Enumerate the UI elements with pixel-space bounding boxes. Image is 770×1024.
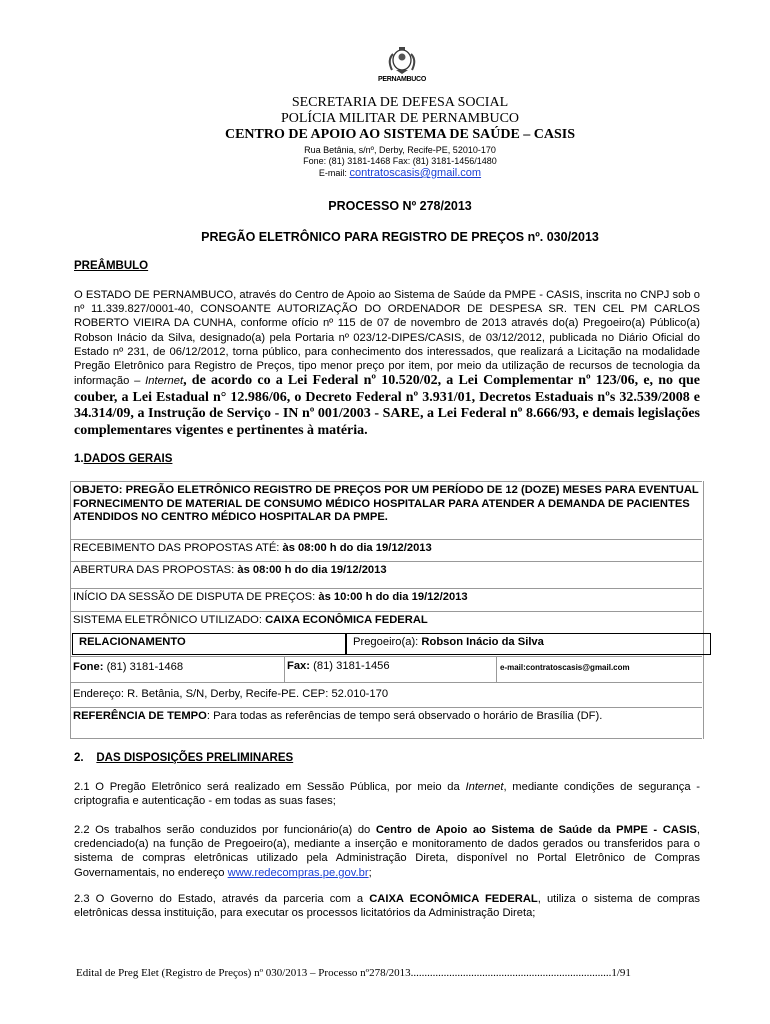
sistema-cell — [70, 611, 702, 633]
header-email-label: E-mail: — [318, 168, 347, 178]
preambulo-internet: Internet — [145, 375, 184, 388]
header-email-link[interactable]: contratoscasis@gmail.com — [349, 167, 482, 179]
fax-label: Fax: — [287, 660, 311, 672]
header-secretaria: SECRETARIA DE DEFESA SOCIAL — [291, 95, 509, 110]
section1-heading — [74, 453, 172, 465]
logo-caption: PERNAMBUCO — [378, 76, 426, 83]
p22-text-b: , credenciado(a) na função de Pregoeiro(a), mediante a inserção e monitoramento de dados gerados ou transferidos para o sistema de compras eletrônicas utilizado pela Administração Direta, disponível no Portal Eletrônico de Compras Governamentais, no endereço — [74, 824, 700, 879]
p23-caixa: CAIXA ECONÔMICA FEDERAL — [369, 893, 538, 905]
fone-value: (81) 3181-1468 — [106, 661, 184, 673]
recebimento-label: RECEBIMENTO DAS PROPOSTAS ATÉ: — [73, 542, 280, 554]
preambulo-text: O ESTADO DE PERNAMBUCO, através do Centro de Apoio ao Sistema de Saúde da PMPE - CASIS, inscrita no CNPJ sob o nº 11.339.827/0001-40, CONSOANTE AUTORIZAÇÃO DO ORDENADOR DE DESPESA SR. TEN CEL PM CARLOS ROBERTO VIEIRA DA CUNHA, conforme ofício nº 115 de 07 de novembro de 2013 através do(a) Pregoeiro(a) Público(a) Robson Inácio da Silva, designado(a) pela Portaria nº 023/12-DIPES/CASIS, de 03/12/2012, publicada no Diário Oficial do Estado nº 231, de 06/12/2012, torna público, para conhecimento dos interessados, que realizará a Licitação na modalidade Pregão Eletrônico para Registro de Preços, tipo menor preço por item, por meio da utilização de recursos de tecnologia da informação – — [74, 289, 700, 388]
referencia-cell — [70, 707, 702, 739]
referencia-text: : Para todas as referências de tempo será observado o horário de Brasília (DF). — [206, 710, 603, 722]
fone-divider — [284, 656, 285, 682]
abertura-label: ABERTURA DAS PROPOSTAS: — [73, 564, 235, 576]
pregoeiro-cell — [346, 633, 711, 655]
paragraph-2-1 — [74, 780, 700, 808]
redecompras-link[interactable]: www.redecompras.pe.gov.br — [227, 866, 369, 879]
p22-text-a: 2.2 Os trabalhos serão conduzidos por funcionário(a) do — [74, 824, 376, 836]
preambulo-heading-text: PREÂMBULO — [74, 260, 149, 272]
preambulo-heading — [74, 260, 148, 272]
p23-text-b: , utiliza o sistema de compras eletrônicas dessa instituição, para executar os processos licitatórios da Administração Direta; — [74, 893, 700, 920]
pernambuco-coat-of-arms-logo — [372, 46, 432, 94]
section2-number: 2. — [74, 752, 84, 764]
header-phone: Fone: (81) 3181-1468 Fax: (81) 3181-1456/1480 — [303, 156, 497, 166]
header-casis: CENTRO DE APOIO AO SISTEMA DE SAÚDE – CASIS — [224, 127, 576, 142]
pregao-title: PREGÃO ELETRÔNICO PARA REGISTRO DE PREÇOS nº. 030/2013 — [201, 230, 599, 244]
paragraph-2-3 — [74, 892, 700, 920]
section2-heading — [74, 752, 293, 764]
p21-text-a: 2.1 O Pregão Eletrônico será realizado em Sessão Pública, por meio da — [74, 781, 466, 793]
p22-text-c: ; — [368, 866, 372, 879]
preambulo-paragraph — [74, 288, 700, 439]
sistema-label: SISTEMA ELETRÔNICO UTILIZADO: — [73, 614, 262, 626]
p21-text-b: , mediante condições de segurança - criptografia e autenticação - em todas as suas fases; — [74, 781, 700, 808]
referencia-label: REFERÊNCIA DE TEMPO — [73, 710, 207, 722]
coat-of-arms-icon — [372, 46, 432, 76]
recebimento-cell — [70, 539, 702, 561]
preambulo-legal-basis: , de acordo co a Lei Federal nº 10.520/02, a Lei Complementar nº 123/06, e, no que couber, a Lei Estadual n° 12.986/06, o Decreto Federal nº 3.931/01, Decretos Estaduais nºs 32.539/2008 e 34.314/09, a Instrução de Serviço - IN nº 001/2003 - SARE, a Lei Federal nº 8.666/93, e demais legislações complementares vigentes e pertinentes à matéria. — [74, 373, 700, 438]
endereco-cell: Endereço: R. Betânia, S/N, Derby, Recife-PE. CEP: 52.010-170 — [70, 682, 702, 707]
fax-value: (81) 3181-1456 — [313, 660, 390, 672]
inicio-cell — [70, 588, 702, 610]
section1-number: 1. — [74, 453, 84, 465]
header-policia: POLÍCIA MILITAR DE PERNAMBUCO — [280, 111, 520, 126]
pregoeiro-label: Pregoeiro(a): — [353, 636, 419, 648]
p21-internet: Internet — [465, 781, 504, 793]
fax-cell — [287, 660, 390, 672]
sistema-value: CAIXA ECONÔMICA FEDERAL — [265, 614, 428, 626]
paragraph-2-2 — [74, 823, 700, 880]
section2-heading-text: DAS DISPOSIÇÕES PRELIMINARES — [96, 752, 294, 764]
relacionamento-cell: RELACIONAMENTO — [72, 633, 346, 655]
recebimento-value: às 08:00 h do dia 19/12/2013 — [282, 542, 432, 554]
header-email-line — [0, 167, 770, 179]
abertura-cell — [70, 561, 702, 583]
fax-divider — [496, 656, 497, 682]
email-cell: e-mail:contratoscasis@gmail.com — [500, 663, 630, 672]
pregoeiro-value: Robson Inácio da Silva — [421, 636, 544, 648]
fone-label: Fone: — [73, 661, 104, 673]
header-address: Rua Betânia, s/nº, Derby, Recife-PE, 52010-170 — [304, 145, 496, 155]
p22-casis: Centro de Apoio ao Sistema de Saúde da PMPE - CASIS — [375, 824, 697, 836]
section1-heading-text: DADOS GERAIS — [83, 453, 173, 465]
abertura-value: às 08:00 h do dia 19/12/2013 — [237, 564, 387, 576]
inicio-value: às 10:00 h do dia 19/12/2013 — [318, 591, 468, 603]
inicio-label: INÍCIO DA SESSÃO DE DISPUTA DE PREÇOS: — [73, 591, 316, 603]
process-title: PROCESSO Nº 278/2013 — [328, 199, 472, 213]
objeto-cell: OBJETO: PREGÃO ELETRÔNICO REGISTRO DE PREÇOS POR UM PERÍODO DE 12 (DOZE) MESES PARA EVENTUAL FORNECIMENTO DE MATERIAL DE CONSUMO MÉDICO HOSPITALAR PARA ATENDER A DEMANDA DE PACIENTES ATENDIDOS NO CENTRO MÉDICO HOSPITALAR DA PMPE. — [70, 481, 702, 539]
page-footer: Edital de Preg Elet (Registro de Preços) nº 030/2013 – Processo nº278/2013.........................................................................1/91 — [76, 967, 631, 979]
p23-text-a: 2.3 O Governo do Estado, através da parceria com a — [74, 893, 370, 905]
